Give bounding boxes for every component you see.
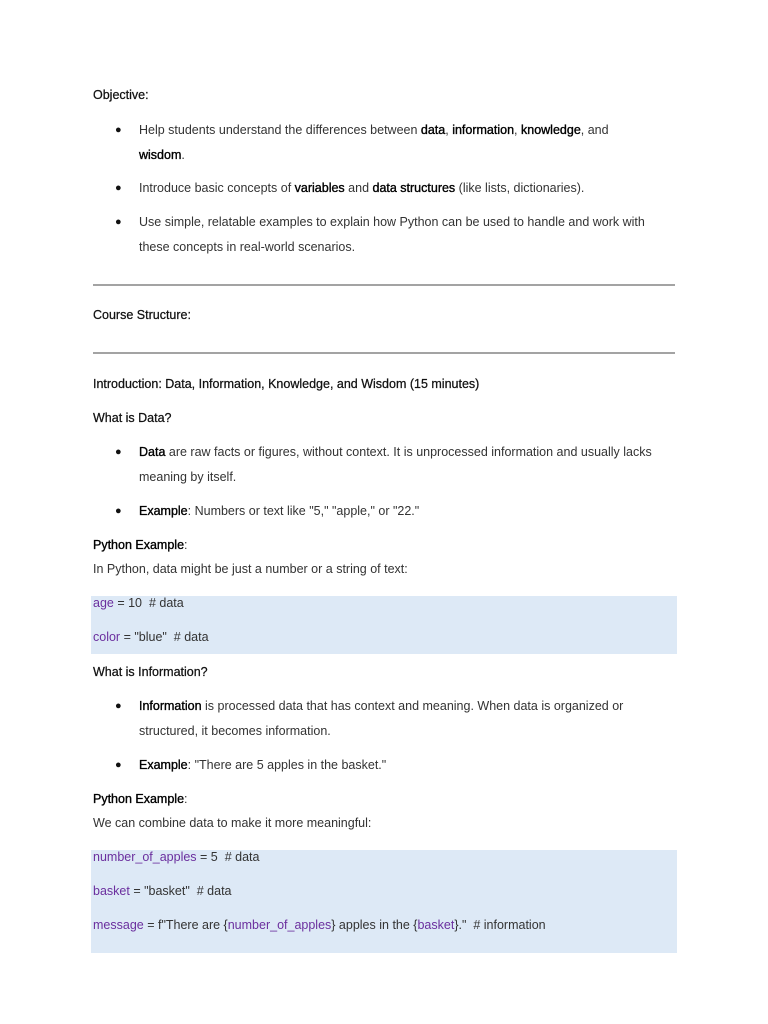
term-variables: variables (294, 181, 345, 195)
code-block (91, 596, 677, 654)
bullet-icon: ● (115, 700, 122, 712)
bullet-icon: ● (115, 182, 122, 194)
term-example: Example (139, 758, 188, 772)
code-line: color = "blue" # data (93, 630, 209, 644)
python-example-label: Python Example: (93, 538, 188, 552)
bullet-icon: ● (115, 759, 122, 771)
bullet-icon: ● (115, 505, 122, 517)
what-is-information-heading: What is Information? (93, 665, 208, 679)
code-line: age = 10 # data (93, 596, 184, 610)
python-example-label: Python Example: (93, 792, 188, 806)
term-example: Example (139, 504, 188, 518)
code-line: message = f"There are {number_of_apples} apples in the {basket}." # information (93, 918, 546, 932)
horizontal-divider (93, 284, 675, 286)
bullet-icon: ● (115, 124, 122, 136)
what-is-data-heading: What is Data? (93, 411, 172, 425)
objective-heading: Objective: (93, 88, 149, 102)
course-structure-heading: Course Structure: (93, 308, 191, 322)
term-wisdom: wisdom (139, 147, 182, 162)
bullet-icon: ● (115, 216, 122, 228)
term-knowledge: knowledge (521, 123, 581, 137)
code-line: number_of_apples = 5 # data (93, 850, 260, 864)
python-example-intro: We can combine data to make it more meaningful: (93, 816, 372, 830)
term-data-structures: data structures (372, 181, 456, 195)
term-data: Data (139, 445, 166, 459)
horizontal-divider (93, 352, 675, 354)
python-example-intro: In Python, data might be just a number or a string of text: (93, 562, 408, 576)
term-data: data (420, 123, 446, 137)
introduction-heading: Introduction: Data, Information, Knowledge, and Wisdom (15 minutes) (93, 377, 480, 391)
term-information: Information (139, 699, 202, 713)
bullet-icon: ● (115, 446, 122, 458)
code-line: basket = "basket" # data (93, 884, 232, 898)
code-block (91, 850, 677, 953)
term-information: information (452, 123, 515, 137)
